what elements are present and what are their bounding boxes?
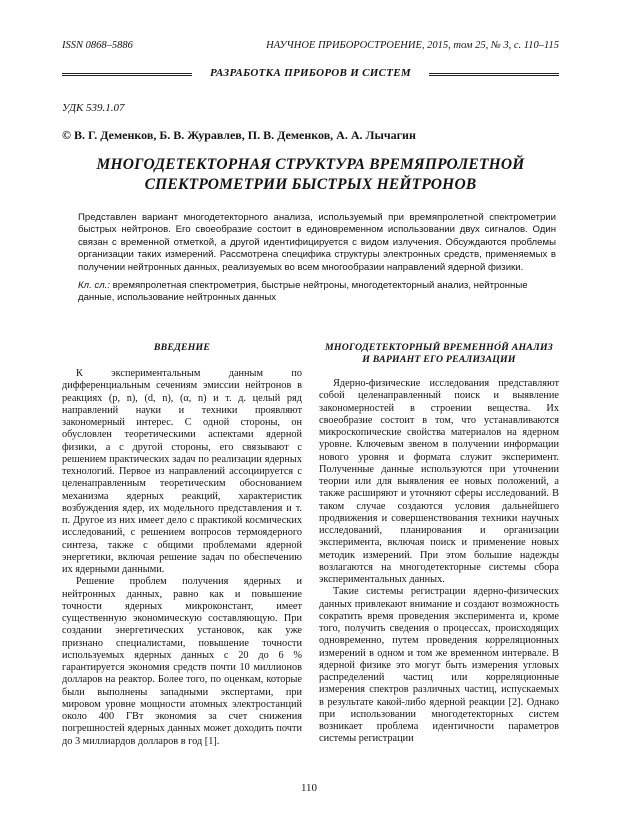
paragraph: Такие системы регистрации ядерно-физических данных привлекают внимание и создают возможность сократить время проведения эксперимента и, кроме того, получить сведения о процессах, происходящих одновременно, путем проведения корреляционных измерений в одном и том же временно́м интервале. В ядерной физике это могут быть измерения угловых распределений частиц или корреляционные измерения спектров различных частиц, испускаемых в результате какой-либо ядерной реакции [2]. Однако при использовании многодетекторных систем возникает проблема идентичности параметров системы регистрации (319, 586, 559, 745)
title-line: МНОГОДЕТЕКТОРНАЯ СТРУКТУРА ВРЕМЯПРОЛЕТНОЙ (96, 156, 525, 173)
paragraph: К экспериментальным данным по дифференциальным сечениям эмиссии нейтронов в реакциях (p, n), (d, n), (α, n) и т. д. целый ряд направлений науки и техники проявляют закономерный интерес. С одной стороны, он обусловлен теоретическими аспектами ядерной физики, а с другой стороны, его связывают с решением практических задач по реализации ядерных технологий. Первое из направлений ассоциируется с целенаправленным теоретическим обоснованием механизма ядерных реакций, характеристик возбуждения ядер, их модельного представления и т. п. Другое из них имеет дело с практикой космических исследований, с решением вопросов термоядерного синтеза, также с общими проблемами ядерной энергетики, включая решение задач по обеспечению их ядерными данными. (62, 368, 302, 575)
section-label: РАЗРАБОТКА ПРИБОРОВ И СИСТЕМ (210, 67, 411, 79)
left-column (62, 342, 302, 748)
udk-code: УДК 539.1.07 (62, 102, 125, 114)
abstract (78, 212, 556, 274)
heading-line: И ВАРИАНТ ЕГО РЕАЛИЗАЦИИ (362, 354, 516, 365)
page-number: 110 (300, 782, 318, 794)
keywords-label: Кл. сл.: (78, 280, 110, 291)
section-banner (62, 68, 559, 80)
section-heading-multidetector (319, 342, 559, 366)
paragraph: Решение проблем получения ядерных и нейтронных данных, равно как и повышение точности ядерных микроконстант, имеет существенную экономическую составляющую. При создании энергетических установок, как уже признано специалистами, повышение точности используемых ядерных данных с 20 до 6 % гарантируется экономия средств почти 10 миллионов долларов на реактор. Более того, по оценкам, которые были выполнены западными экспертами, при мировом уровне мощности атомных электростанций около 400 ГВт экономия за счет снижения погрешностей ядерных данных может доходить почти до 3 миллиардов долларов в год [1]. (62, 576, 302, 747)
title-line: СПЕКТРОМЕТРИИ БЫСТРЫХ НЕЙТРОНОВ (144, 176, 477, 193)
authors: © В. Г. Деменков, Б. В. Журавлев, П. В. Деменков, А. А. Лычагин (62, 128, 416, 142)
heading-line: МНОГОДЕТЕКТОРНЫЙ ВРЕМЕННО́Й АНАЛИЗ (325, 342, 553, 353)
section-heading-introduction: ВВЕДЕНИЕ (153, 342, 211, 353)
article-title (62, 155, 559, 195)
paragraph: Ядерно-физические исследования представляют собой целенаправленный поиск и выявление закономерностей в строении вещества. Их своеобразие состоит в том, что устанавливаются микроскопические свойства материалов на ядерном уровне. Ключевым звеном в получении информации нового уровня и формата служит эксперимент. Полученные данные используются при уточнении теории или для выявления ее новых положений, а также расширяют и уточняют сферы исследований. В таком случае создаются условия дальнейшего продвижения и совершенствования техники научных исследований, планирования и организации эксперимента, включая поиск и применение новых методик измерений. При этом большие надежды возлагаются на многодетекторные системы сбора экспериментальных данных. (319, 378, 559, 585)
abstract-text: Представлен вариант многодетекторного анализа, используемый при времяпролетной спектрометрии быстрых нейтронов. Его своеобразие состоит в единовременном использовании двух сигналов. Один связан с временной отметкой, а другой идентифицируется с видом излучения. Обсуждаются проблемы организации таких измерений. Рассмотрена специфика структуры электронных средств, применяемых в получении нейтронных данных, реализуемых во всем многообразии направлений ядерной физики. (78, 212, 556, 273)
section-rule-right (429, 73, 559, 76)
keywords (78, 280, 556, 305)
journal-citation: НАУЧНОЕ ПРИБОРОСТРОЕНИЕ, 2015, том 25, № 3, с. 110–115 (266, 40, 559, 51)
journal-issn: ISSN 0868–5886 (62, 40, 133, 51)
right-column (319, 342, 559, 746)
keywords-text: времяпролетная спектрометрия, быстрые нейтроны, многодетекторный анализ, нейтронные данные, использование нейтронных данных (78, 280, 528, 304)
